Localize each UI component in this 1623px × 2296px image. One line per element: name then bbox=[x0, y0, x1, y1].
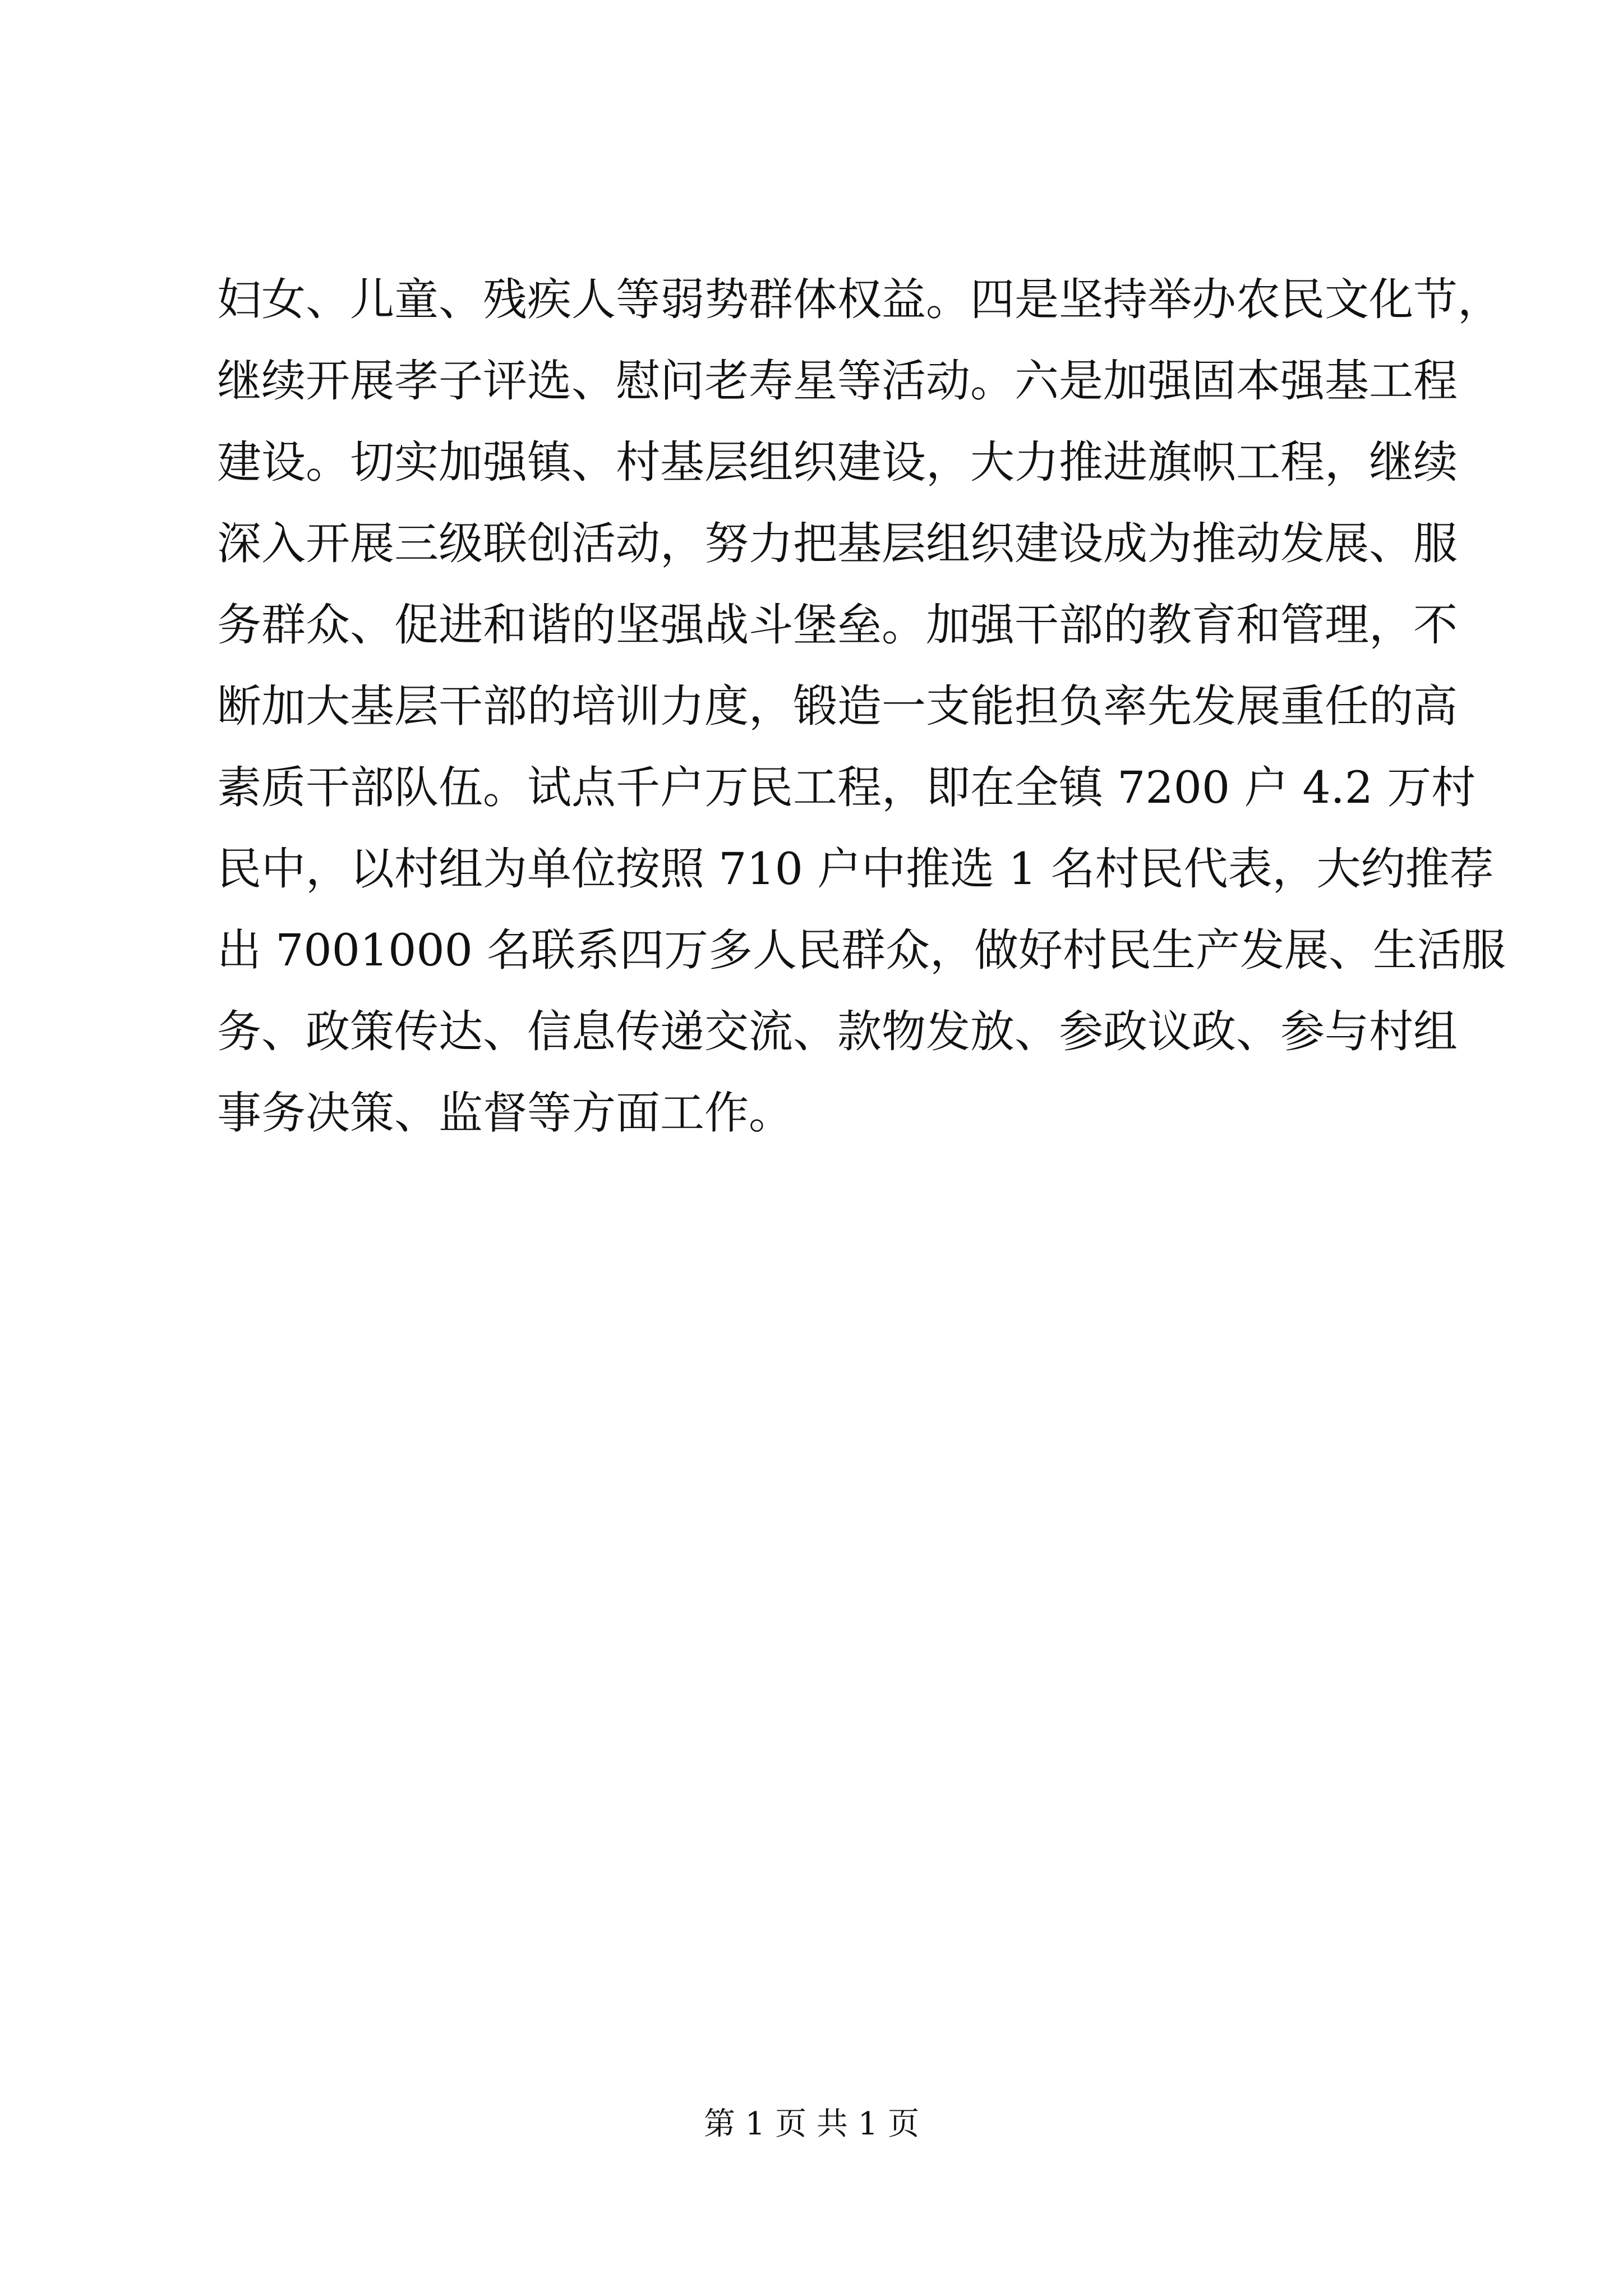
text-line: 素质干部队伍。试点千户万民工程，即在全镇 7200 户 4.2 万村 bbox=[217, 762, 1476, 813]
body-paragraph bbox=[217, 259, 1506, 1154]
text-line: 务、政策传达、信息传递交流、款物发放、参政议政、参与村组 bbox=[217, 1006, 1458, 1057]
page-number-footer: 第 1 页 共 1 页 bbox=[703, 2106, 920, 2142]
text-line: 建设。切实加强镇、村基层组织建设，大力推进旗帜工程，继续 bbox=[217, 436, 1458, 488]
text-line-last: 事务决策、监督等方面工作。 bbox=[217, 1087, 793, 1139]
text-line: 深入开展三级联创活动，努力把基层组织建设成为推动发展、服 bbox=[217, 518, 1458, 569]
text-line: 断加大基层干部的培训力度，锻造一支能担负率先发展重任的高 bbox=[217, 680, 1458, 732]
text-line: 出 7001000 名联系四万多人民群众，做好村民生产发展、生活服 bbox=[217, 924, 1506, 976]
text-line: 妇女、儿童、残疾人等弱势群体权益。四是坚持举办农民文化节， bbox=[217, 274, 1502, 325]
text-line: 务群众、促进和谐的坚强战斗堡垒。加强干部的教育和管理，不 bbox=[217, 599, 1458, 651]
text-line: 民中，以村组为单位按照 710 户中推选 1 名村民代表，大约推荐 bbox=[217, 843, 1494, 895]
text-line: 继续开展孝子评选、慰问老寿星等活动。六是加强固本强基工程 bbox=[217, 355, 1458, 407]
